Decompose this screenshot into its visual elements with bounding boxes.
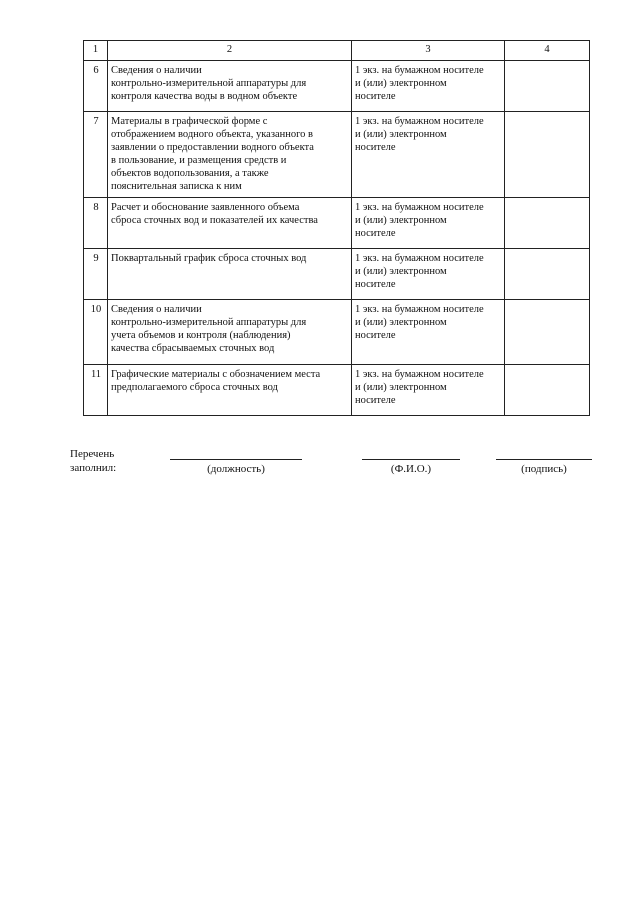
row-format: 1 экз. на бумажном носителе и (или) электронном носителе	[352, 300, 505, 365]
row-number: 8	[84, 198, 108, 249]
row-note	[505, 61, 590, 112]
header-col-3: 3	[352, 41, 505, 61]
row-number: 10	[84, 300, 108, 365]
position-line	[170, 459, 302, 460]
documents-table	[83, 40, 590, 416]
table-row	[84, 198, 590, 249]
row-number: 9	[84, 249, 108, 300]
table-row	[84, 61, 590, 112]
row-note	[505, 249, 590, 300]
row-description: Графические материалы с обозначением места предполагаемого сброса сточных вод	[108, 365, 352, 416]
position-caption: (должность)	[207, 463, 265, 475]
signature-line	[496, 459, 592, 460]
row-number: 7	[84, 112, 108, 198]
signature-caption: (подпись)	[521, 463, 567, 475]
table-row	[84, 300, 590, 365]
row-format: 1 экз. на бумажном носителе и (или) электронном носителе	[352, 61, 505, 112]
table-header	[84, 41, 590, 61]
table-row	[84, 365, 590, 416]
row-note	[505, 300, 590, 365]
row-number: 11	[84, 365, 108, 416]
header-col-1: 1	[84, 41, 108, 61]
filled-by-label: Перечень заполнил:	[70, 448, 117, 474]
row-note	[505, 112, 590, 198]
row-format: 1 экз. на бумажном носителе и (или) электронном носителе	[352, 198, 505, 249]
name-caption: (Ф.И.О.)	[390, 463, 432, 475]
row-format: 1 экз. на бумажном носителе и (или) электронном носителе	[352, 112, 505, 198]
row-format: 1 экз. на бумажном носителе и (или) электронном носителе	[352, 365, 505, 416]
row-note	[505, 198, 590, 249]
row-description: Материалы в графической форме с отображением водного объекта, указанного в заявлении о предоставлении водного объекта в пользование, и размещения средств и объектов водопользования, а также пояснительная записка к ним	[108, 112, 352, 198]
name-line	[362, 459, 460, 460]
row-description: Поквартальный график сброса сточных вод	[108, 249, 352, 300]
table-row	[84, 112, 590, 198]
table-row	[84, 249, 590, 300]
row-number: 6	[84, 61, 108, 112]
header-col-4: 4	[505, 41, 590, 61]
row-description: Расчет и обоснование заявленного объема сброса сточных вод и показателей их качества	[108, 198, 352, 249]
row-description: Сведения о наличии контрольно-измерительной аппаратуры для контроля качества воды в водном объекте	[108, 61, 352, 112]
header-col-2: 2	[108, 41, 352, 61]
row-description: Сведения о наличии контрольно-измерительной аппаратуры для учета объемов и контроля (наблюдения) качества сбрасываемых сточных вод	[108, 300, 352, 365]
row-format: 1 экз. на бумажном носителе и (или) электронном носителе	[352, 249, 505, 300]
row-note	[505, 365, 590, 416]
